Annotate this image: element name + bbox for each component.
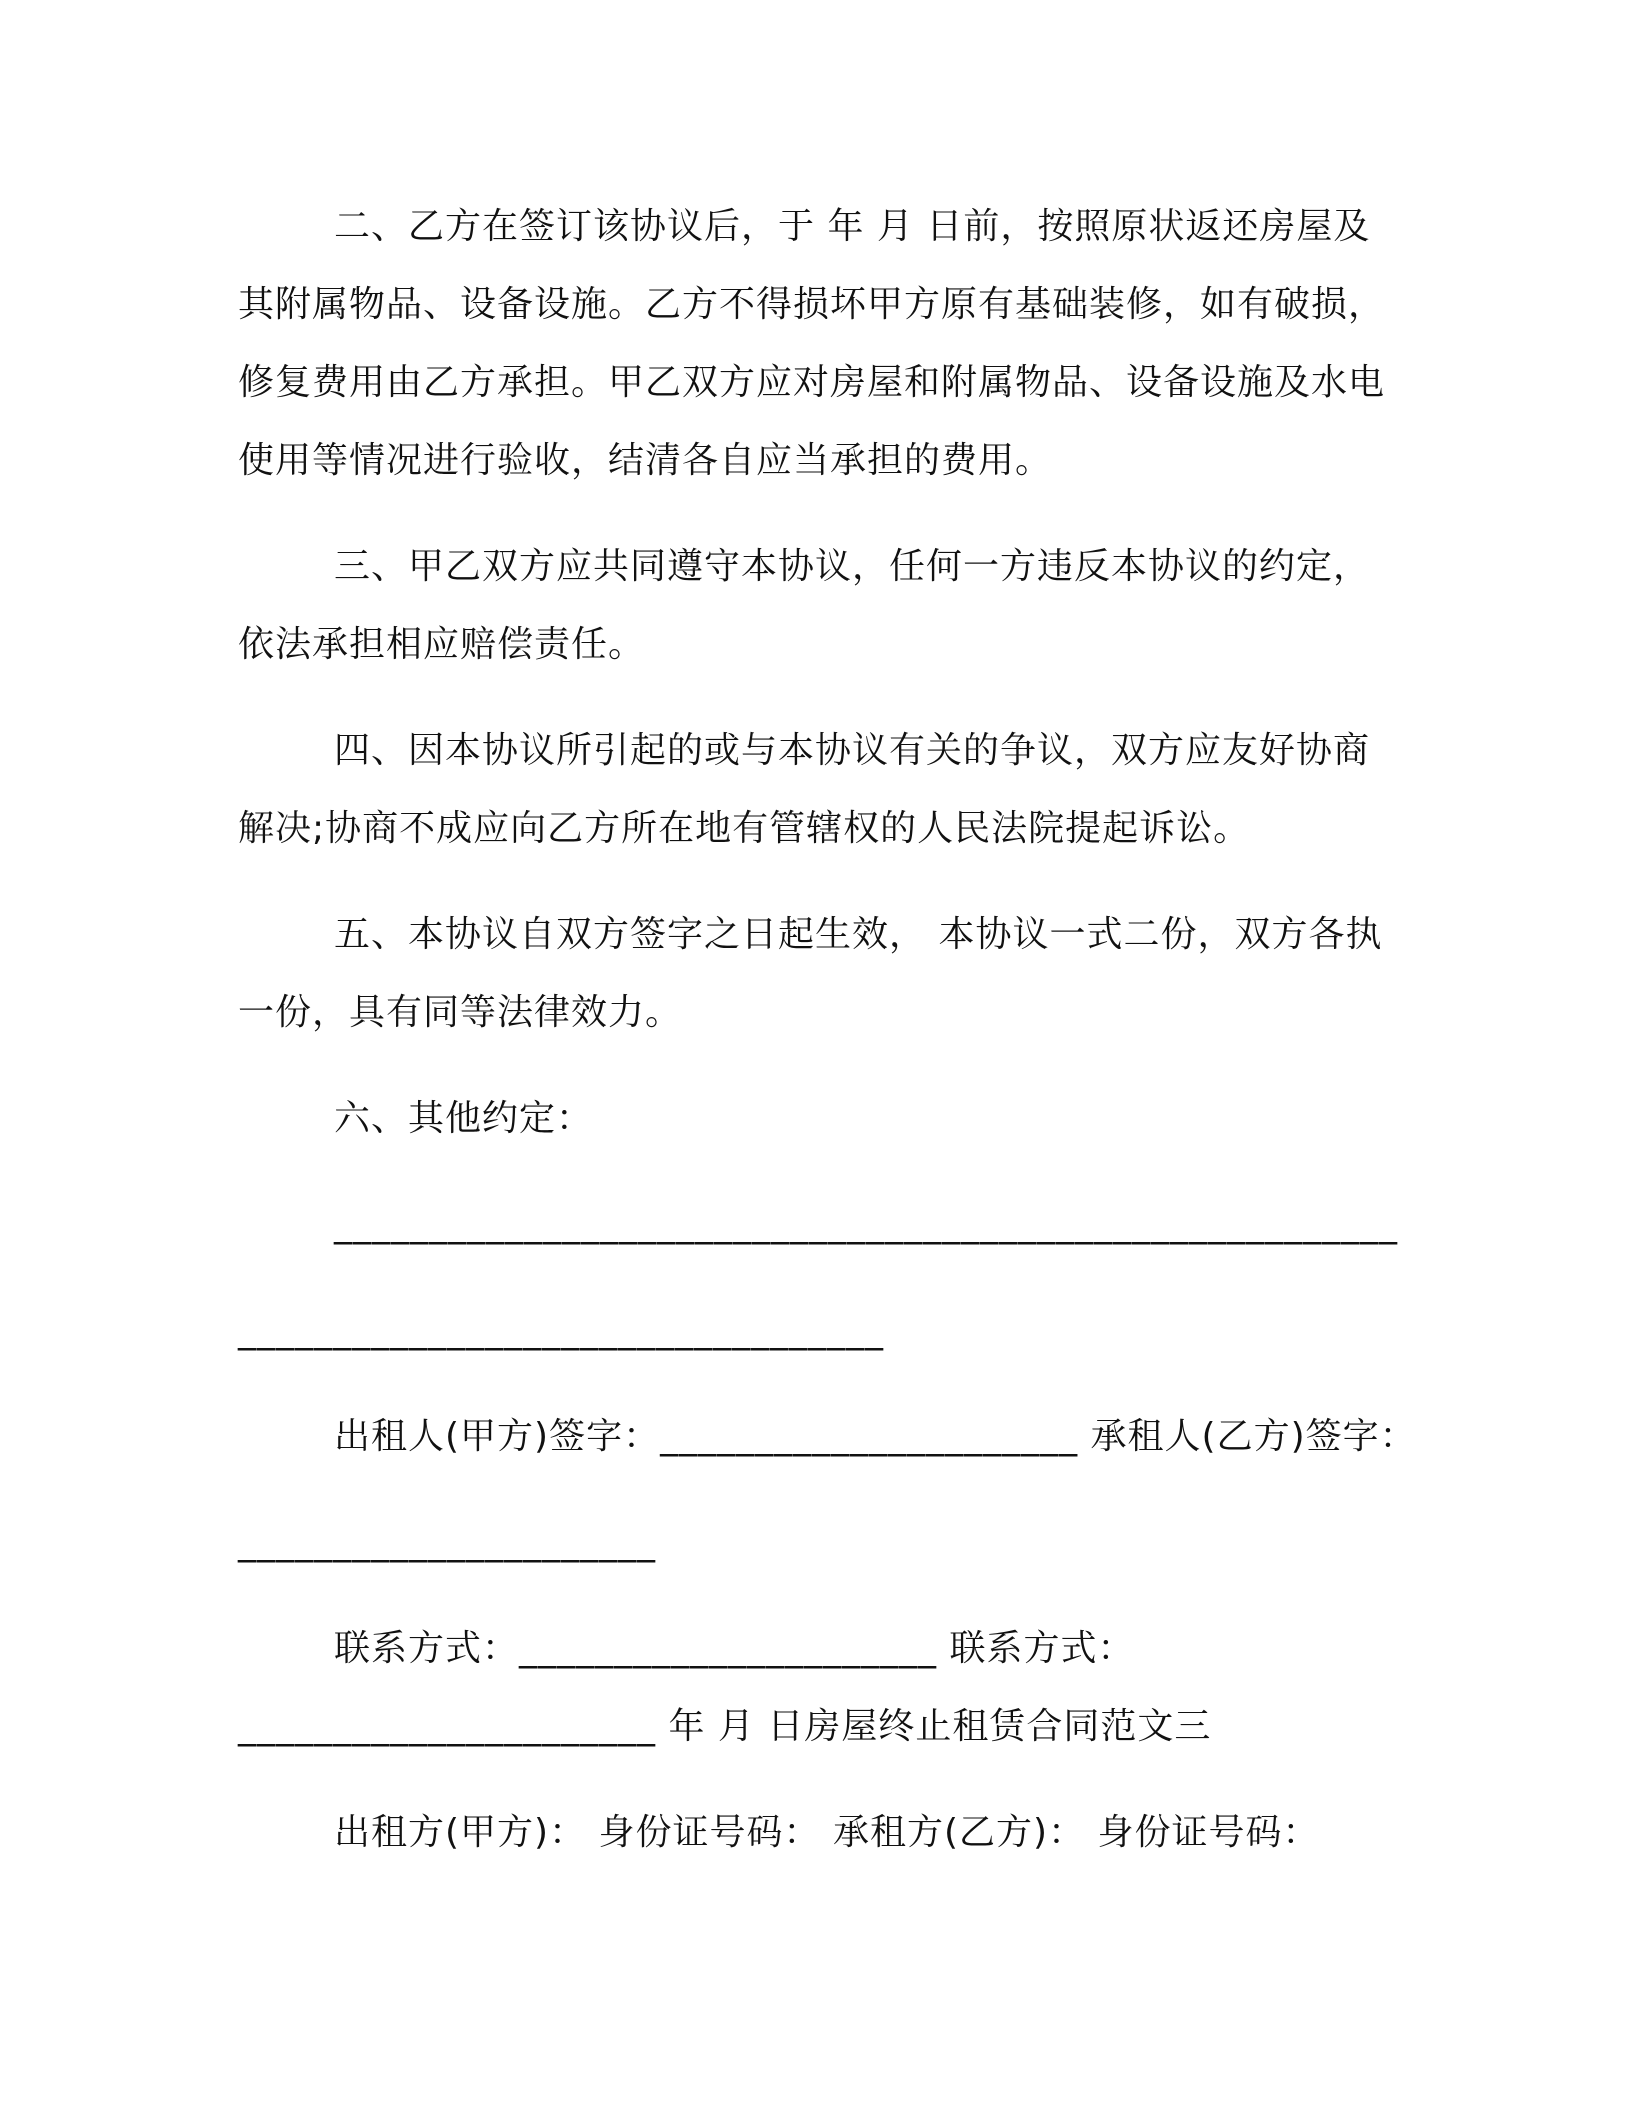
signature-line-2: ______________________: [238, 1522, 656, 1563]
clause-three: 三、甲乙双方应共同遵守本协议，任何一方违反本协议的约定，依法承担相应赔偿责任。: [238, 546, 1371, 665]
clause-two: 二、乙方在签订该协议后，于 年 月 日前，按照原状返还房屋及其附属物品、设备设施。乙方不得损坏甲方原有基础装修，如有破损，修复费用由乙方承担。甲乙双方应对房屋和附属物品、设备设施及水电使用等情况进行验收，结清各自应当承担的费用。: [238, 206, 1386, 481]
clause-five: 五、本协议自双方签字之日起生效， 本协议一式二份，双方各执一份，具有同等法律效力。: [238, 914, 1383, 1033]
party-line: 出租方(甲方)： 身份证号码： 承租方(乙方)： 身份证号码：: [334, 1812, 1320, 1853]
blank-line-2: __________________________________: [238, 1310, 884, 1351]
document-body: [238, 188, 1417, 1872]
contact-line-2: ______________________ 年 月 日房屋终止租赁合同范文三: [238, 1706, 1212, 1747]
blank-line-1: ________________________________________________________: [334, 1204, 1398, 1245]
signature-line-1: 出租人(甲方)签字：______________________ 承租人(乙方)签字：: [334, 1416, 1417, 1457]
clause-four: 四、因本协议所引起的或与本协议有关的争议，双方应友好协商解决;协商不成应向乙方所在地有管辖权的人民法院提起诉讼。: [238, 730, 1371, 849]
clause-six-label: 六、其他约定：: [334, 1098, 594, 1139]
contact-line-1: 联系方式：______________________ 联系方式：: [334, 1628, 1135, 1669]
